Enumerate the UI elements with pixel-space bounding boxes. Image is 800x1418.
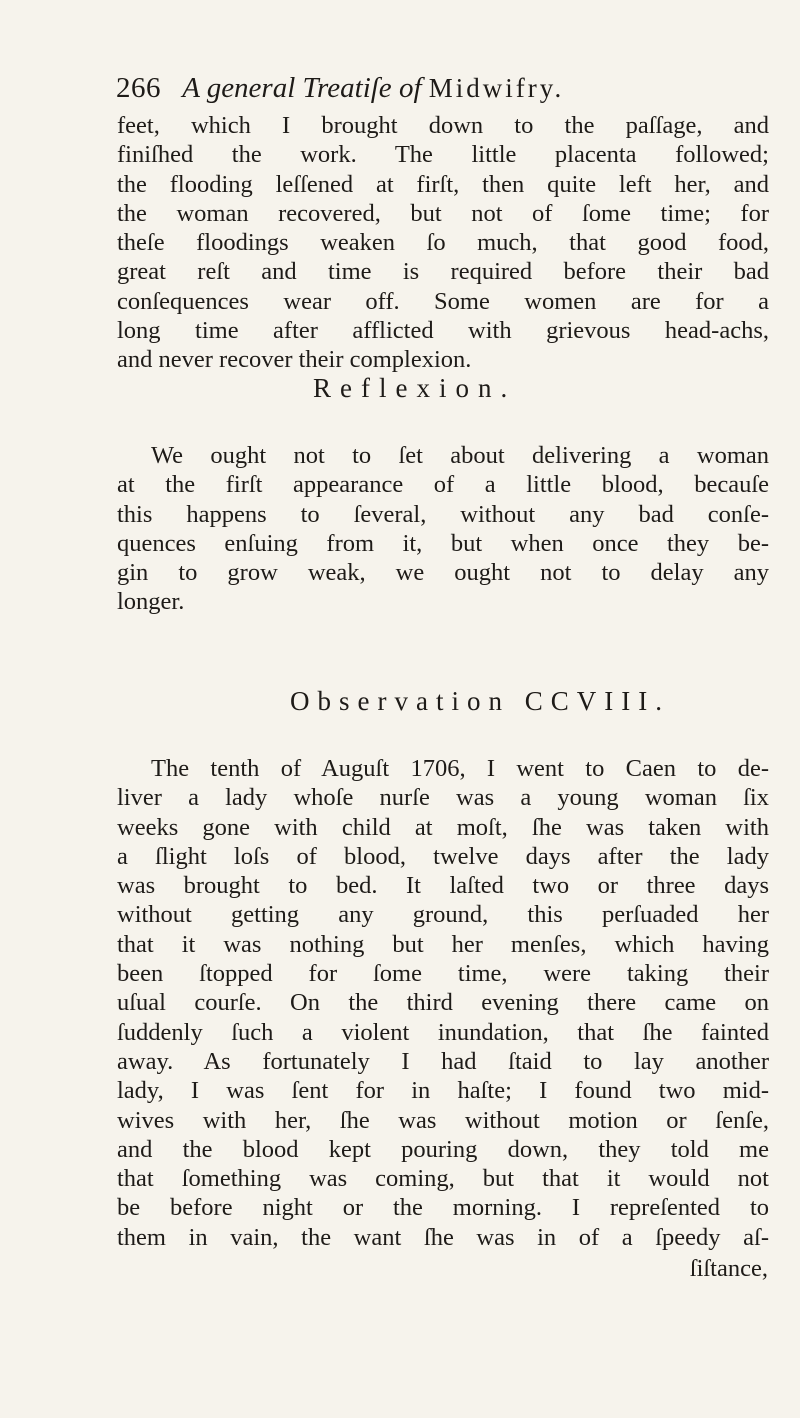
text-line: gin to grow weak, we ought not to delay any <box>117 559 769 587</box>
heading-reflexion: Reflexion. <box>313 373 517 403</box>
text-line: lady, I was ſent for in haſte; I found two mid- <box>117 1077 769 1105</box>
text-line: liver a lady whoſe nurſe was a young woman ſix <box>117 784 769 812</box>
text-line: and the blood kept pouring down, they told me <box>117 1135 769 1163</box>
text-line: the flooding leſſened at firſt, then quite left her, and <box>117 170 769 198</box>
text-line: finiſhed the work. The little placenta followed; <box>117 141 769 169</box>
text-line: wives with her, ſhe was without motion or ſenſe, <box>117 1106 769 1134</box>
text-line: long time after afflicted with grievous head-achs, <box>117 317 769 345</box>
text-line: be before night or the morning. I repreſented to <box>117 1194 769 1222</box>
catchword: ſiſtance, <box>689 1255 768 1282</box>
text-line: The tenth of Auguſt 1706, I went to Caen to de- <box>151 755 769 782</box>
text-line: conſequences wear off. Some women are for a <box>117 287 769 315</box>
text-line: quences enſuing from it, but when once they be- <box>117 529 769 557</box>
heading-observation: Observation CCVIII. <box>290 686 670 716</box>
running-head <box>116 72 766 112</box>
text-line: weeks gone with child at moſt, ſhe was taken with <box>117 813 769 841</box>
text-line: and never recover their complexion. <box>117 346 472 374</box>
text-line: ſuddenly ſuch a violent inundation, that ſhe fainted <box>117 1018 769 1046</box>
paragraph-3 <box>117 754 769 1252</box>
text-line: feet, which I brought down to the paſſage, and <box>117 112 769 139</box>
text-line: been ſtopped for ſome time, were taking their <box>117 960 769 988</box>
page-number: 266 <box>116 72 161 104</box>
paragraph-1 <box>117 111 769 375</box>
running-title: A general Treatiſe <box>182 72 392 104</box>
text-line: at the firſt appearance of a little blood, becauſe <box>117 471 769 499</box>
text-line: the woman recovered, but not of ſome time; for <box>117 199 769 227</box>
paragraph-2 <box>117 441 769 617</box>
running-title-of: of <box>398 72 422 104</box>
text-line: away. As fortunately I had ſtaid to lay another <box>117 1047 769 1075</box>
text-line: this happens to ſeveral, without any bad conſe- <box>117 500 769 528</box>
text-line: that it was nothing but her menſes, which having <box>117 930 769 958</box>
text-line: uſual courſe. On the third evening there came on <box>117 989 769 1017</box>
text-line: a ſlight loſs of blood, twelve days after the lady <box>117 842 769 870</box>
text-line: great reſt and time is required before their bad <box>117 258 769 286</box>
running-subject: Midwifry. <box>428 73 565 103</box>
text-line: them in vain, the want ſhe was in of a ſpeedy aſ- <box>117 1223 769 1251</box>
text-line: without getting any ground, this perſuaded her <box>117 901 769 929</box>
text-line: longer. <box>117 588 185 616</box>
text-line: We ought not to ſet about delivering a woman <box>151 442 769 469</box>
text-line: that ſomething was coming, but that it would not <box>117 1165 769 1193</box>
text-line: theſe floodings weaken ſo much, that good food, <box>117 229 769 257</box>
text-line: was brought to bed. It laſted two or three days <box>117 872 769 900</box>
